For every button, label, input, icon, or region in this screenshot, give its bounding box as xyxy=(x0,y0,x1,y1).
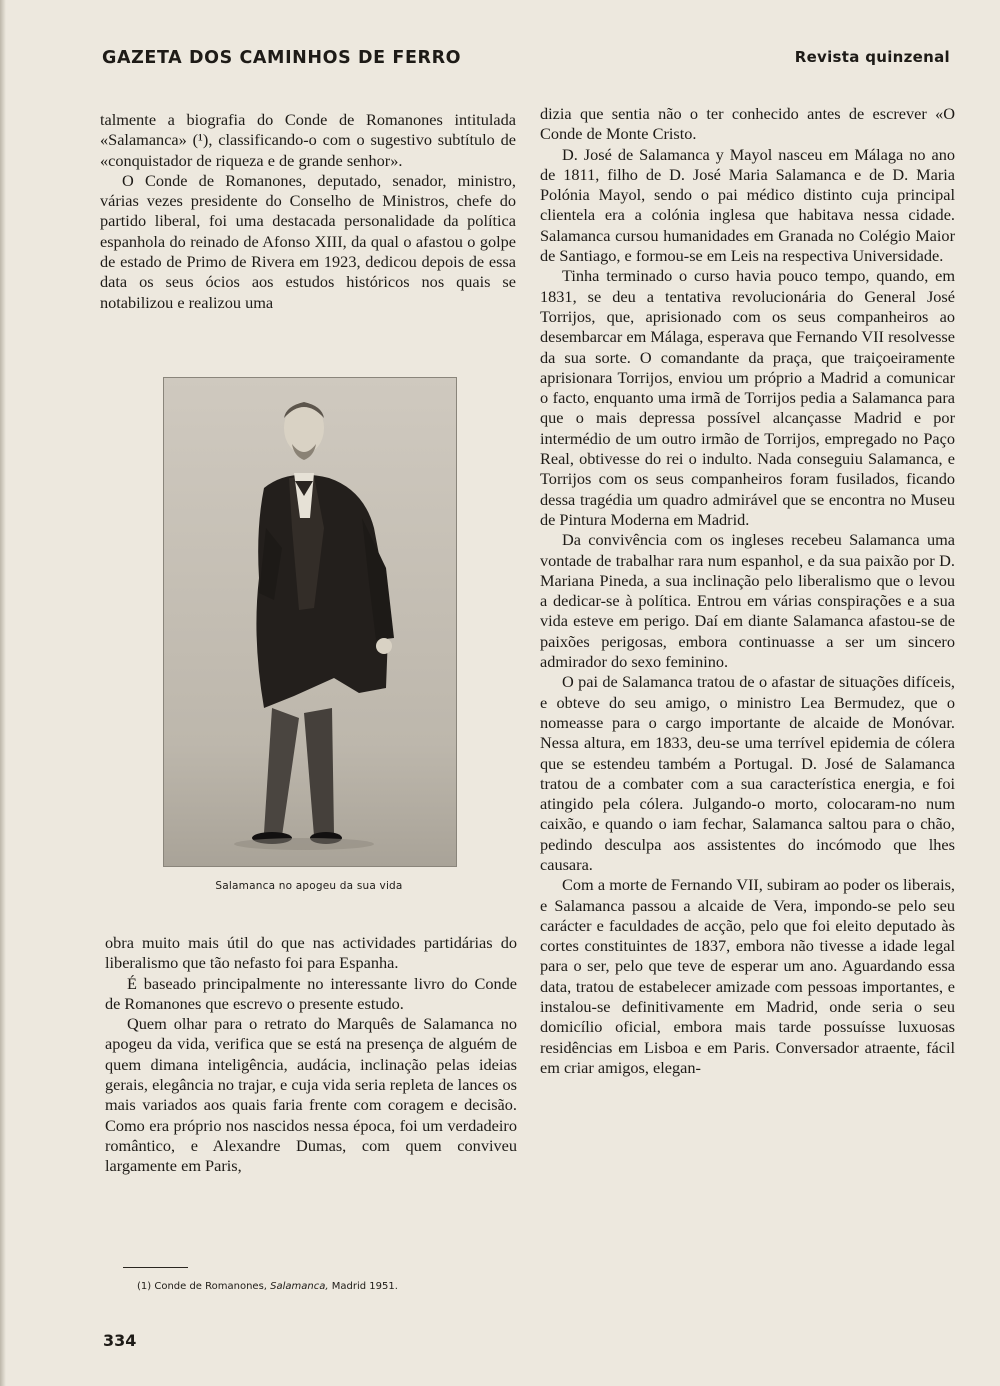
footnote-marker: (1) Conde de Romanones, xyxy=(137,1281,267,1292)
journal-title: GAZETA DOS CAMINHOS DE FERRO xyxy=(102,48,462,68)
page-spine-shadow xyxy=(0,0,6,1386)
paragraph: dizia que sentia não o ter conhecido antes de escrever «O Conde de Monte Cristo. xyxy=(540,104,955,144)
paragraph: É baseado principalmente no interessante livro do Conde de Romanones que escrevo o presente estudo. xyxy=(105,973,517,1013)
left-column-bottom xyxy=(105,933,517,1177)
journal-frequency: Revista quinzenal xyxy=(794,48,950,66)
paragraph: Tinha terminado o curso havia pouco tempo, quando, em 1831, se deu a tentativa revolucionária do General José Torrijos, que, aprisionado com os seus companheiros ao desembarcar em Málaga, esperava que Fernando VII resolvesse da sua sorte. O comandante da praça, que traiçoeiramente aprisionara Torrijos, enviou um próprio a Madrid a comunicar o facto, enquanto uma irmã de Torrijos pedia a Salamanca para que o mais depressa possível alcançasse Madrid e por intermédio de um outro irmão de Torrijos, empregado no Paço Real, obtivesse do rei o indulto. Nada conseguiu Salamanca, e Torrijos com os seus companheiros foram fusilados, ficando dessa tragédia um quadro admirável que se encontra no Museu de Pintura Moderna em Madrid. xyxy=(540,266,955,529)
paragraph: Quem olhar para o retrato do Marquês de Salamanca no apogeu da vida, verifica que se está na presença de alguém de quem dimana inteligência, audácia, inclinação pelas ideias gerais, elegância no trajar, e cuja vida seria repleta de lances os mais variados aos quais faria frente com coragem e decisão. Como era próprio nos nascidos nessa época, foi um verdadeiro romântico, e Alexandre Dumas, com quem conviveu largamente em Paris, xyxy=(105,1014,517,1176)
footnote-rest: Madrid 1951. xyxy=(331,1281,398,1292)
paragraph: obra muito mais útil do que nas actividades partidárias do liberalismo que tão nefasto foi para Espanha. xyxy=(105,933,517,973)
paragraph: O Conde de Romanones, deputado, senador, ministro, várias vezes presidente do Conselho de Ministros, chefe do partido liberal, foi uma destacada personalidade da política espanhola do reinado de Afonso XIII, da qual o afastou o golpe de estado de Primo de Rivera em 1923, dedicou depois de essa data os seus ócios aos estudos históricos nos quais se notabilizou e realizou uma xyxy=(100,170,516,312)
page-number: 334 xyxy=(103,1331,137,1350)
footnote-rule xyxy=(123,1267,188,1268)
footnote-title: Salamanca, xyxy=(270,1281,329,1292)
left-column-top xyxy=(100,110,516,313)
portrait-image xyxy=(164,378,456,866)
right-column xyxy=(540,104,955,1078)
running-header xyxy=(102,48,950,74)
paragraph: O pai de Salamanca tratou de o afastar de situações difíceis, e obteve do seu amigo, o ministro Lea Bermudez, que o nomeasse para o cargo importante de alcaide de Monóvar. Nessa altura, em 1833, deu-se uma terrível epidemia de cólera que se estendeu também a Portugal. D. José de Salamanca tratou de a combater com a sua característica energia, e foi atingido pela cólera. Julgando-o morto, colocaram-no num caixão, e quando o iam fechar, Salamanca saltou para o chão, pedindo desculpa aos assistentes do incómodo que lhes causara. xyxy=(540,672,955,874)
paragraph: Da convivência com os ingleses recebeu Salamanca uma vontade de trabalhar rara num espanhol, e da sua paixão por D. Mariana Pineda, a sua inclinação pelo liberalismo que o levou a dedicar-se à política. Entrou em várias conspirações e a sua vida esteve em perigo. Daí em diante Salamanca afastou-se de paixões perigosas, embora continuasse a ser um sincero admirador do sexo feminino. xyxy=(540,530,955,672)
paragraph: D. José de Salamanca y Mayol nasceu em Málaga no ano de 1811, filho de D. José Maria Salamanca e de D. Maria Polónia Mayol, sendo o pai médico distinto cuja principal clientela era a colónia inglesa que habitava nessa cidade. Salamanca cursou humanidades em Granada no Colégio Maior de Santiago, e formou-se em Leis na respectiva Universidade. xyxy=(540,144,955,266)
paragraph: Com a morte de Fernando VII, subiram ao poder os liberais, e Salamanca passou a alcaide de Vera, impondo-se pelo seu carácter e faculdades de acção, pelo que foi eleito deputado às cortes constituintes de 1837, embora não tivesse a idade legal para o ser, pelo que teve de esperar um ano. Aguardando essa data, tratou de estabelecer amizade com pessoas importantes, e instalou-se definitivamente em Madrid, onde seria o seu domicílio oficial, embora mais tarde possuísse luxuosas residências em Lisboa e em Paris. Conversador atraente, fácil em criar amigos, elegan- xyxy=(540,875,955,1077)
figure-caption: Salamanca no apogeu da sua vida xyxy=(215,880,403,892)
paragraph: talmente a biografia do Conde de Romanones intitulada «Salamanca» (¹), classificando-o com o sugestivo subtítulo de «conquistador de riqueza e de grande senhor». xyxy=(100,110,516,170)
footnote xyxy=(137,1281,517,1292)
portrait-photo xyxy=(163,377,457,867)
